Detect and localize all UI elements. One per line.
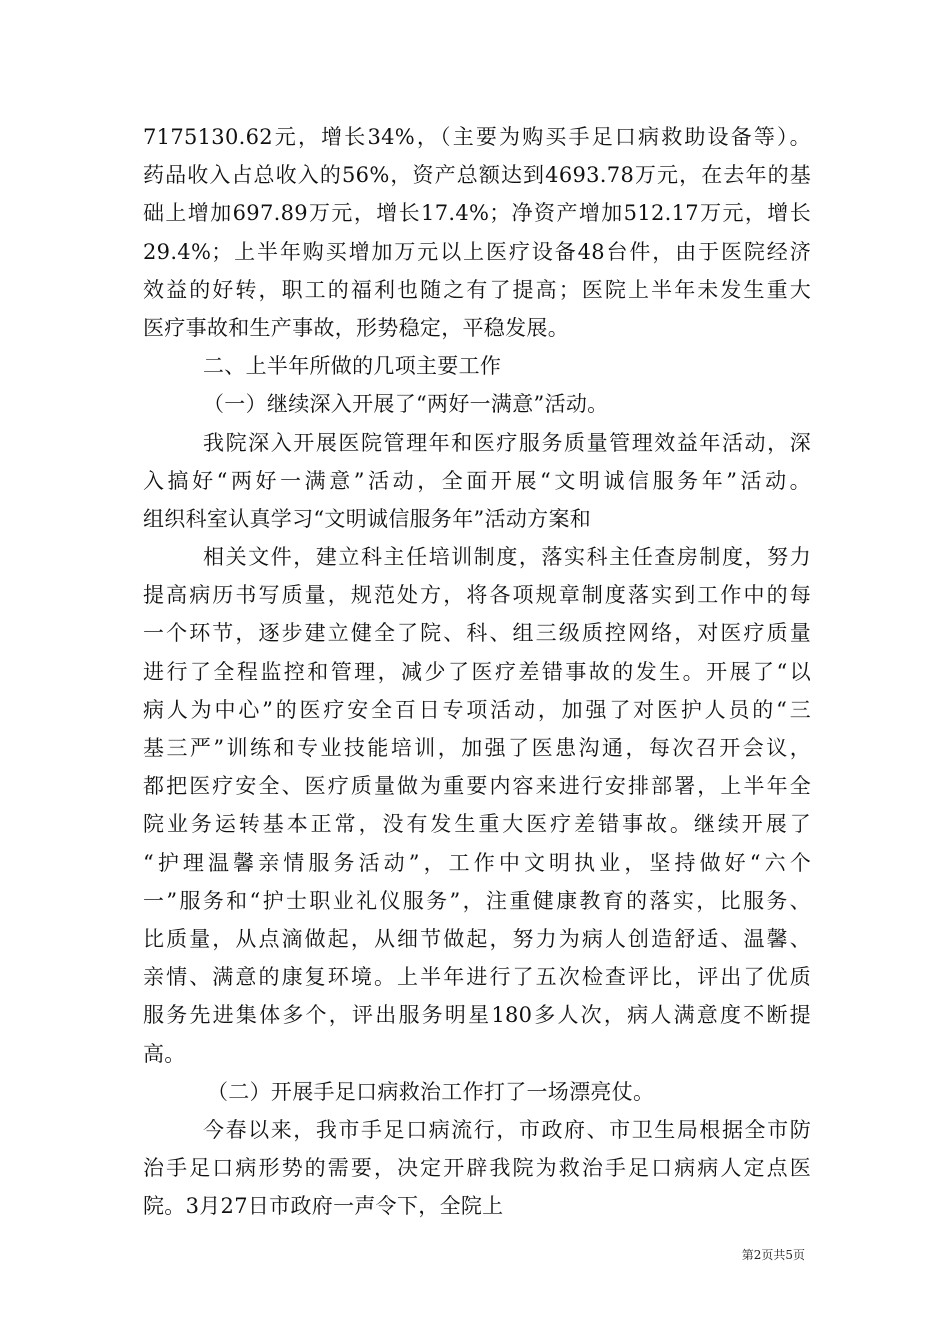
text-line: 效益的好转，职工的福利也随之有了提高；医院上半年未发生重大 [143, 277, 811, 302]
text-line: 基三严”训练和专业技能培训，加强了医患沟通，每次召开会议， [143, 736, 811, 760]
text-line: 院。3月27日市政府一声令下，全院上 [143, 1194, 504, 1219]
section-heading: 二、上半年所做的几项主要工作 [203, 354, 502, 379]
text-line: 础上增加697.89万元，增长17.4%；净资产增加512.17万元，增长 [143, 201, 811, 226]
subsection-heading: （二）开展手足口病救治工作打了一场漂亮仗。 [207, 1079, 655, 1104]
text-line: 7175130.62元，增长34%，（主要为购买手足口病救助设备等）。 [143, 125, 811, 149]
text-line: 今春以来，我市手足口病流行，市政府、市卫生局根据全市防 [203, 1117, 811, 1142]
text-line: 入搞好“两好一满意”活动，全面开展“文明诚信服务年”活动。 [143, 468, 811, 493]
page-number: 第2页共5页 [741, 1248, 805, 1262]
text-line: 治手足口病形势的需要，决定开辟我院为救治手足口病病人定点医 [143, 1156, 811, 1181]
text-line: 服务先进集体多个，评出服务明星180多人次，病人满意度不断提 [143, 1003, 811, 1028]
text-line: 医疗事故和生产事故，形势稳定，平稳发展。 [143, 315, 569, 340]
subsection-heading: （一）继续深入开展了“两好一满意”活动。 [203, 392, 609, 417]
text-line: 29.4%；上半年购买增加万元以上医疗设备48台件，由于医院经济 [143, 239, 811, 264]
text-line: 我院深入开展医院管理年和医疗服务质量管理效益年活动，深 [203, 430, 811, 455]
text-line: 提高病历书写质量，规范处方，将各项规章制度落实到工作中的每 [143, 583, 811, 608]
text-line: 高。 [143, 1041, 186, 1066]
body-text [143, 118, 811, 1225]
text-line: 相关文件，建立科主任培训制度，落实科主任查房制度，努力 [203, 545, 811, 570]
text-line: 药品收入占总收入的56%，资产总额达到4693.78万元，在去年的基 [143, 163, 811, 188]
text-line: 组织科室认真学习“文明诚信服务年”活动方案和 [143, 506, 592, 531]
text-line: 比质量，从点滴做起，从细节做起，努力为病人创造舒适、温馨、 [143, 926, 811, 951]
text-line: 都把医疗安全、医疗质量做为重要内容来进行安排部署，上半年全 [143, 774, 811, 799]
text-line: 一”服务和“护士职业礼仪服务”，注重健康教育的落实，比服务、 [143, 888, 811, 913]
text-line: 一个环节，逐步建立健全了院、科、组三级质控网络，对医疗质量 [143, 621, 811, 646]
text-line: 病人为中心”的医疗安全百日专项活动，加强了对医护人员的“三 [143, 697, 811, 722]
text-line: 进行了全程监控和管理，减少了医疗差错事故的发生。开展了“以 [143, 659, 811, 684]
text-line: “护理温馨亲情服务活动”，工作中文明执业，坚持做好“六个 [143, 850, 811, 875]
text-line: 亲情、满意的康复环境。上半年进行了五次检查评比，评出了优质 [143, 965, 811, 990]
text-line: 院业务运转基本正常，没有发生重大医疗差错事故。继续开展了 [143, 812, 811, 837]
